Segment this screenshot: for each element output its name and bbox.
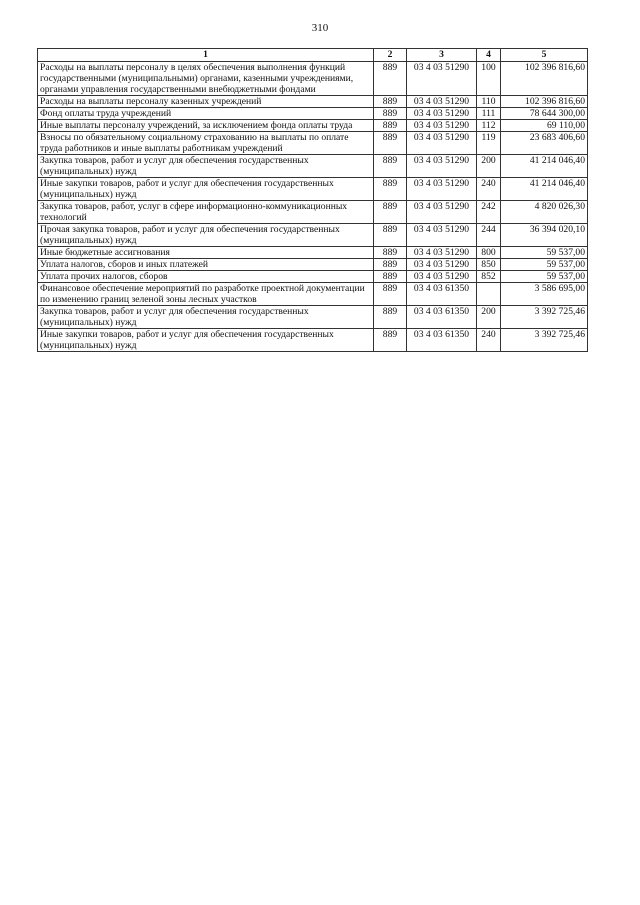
table-row (38, 247, 588, 259)
cell-expense-type: 240 (477, 178, 501, 201)
cell-expense-type: 240 (477, 329, 501, 352)
cell-amount: 41 214 046,40 (501, 155, 588, 178)
header-col-3: 3 (407, 49, 477, 62)
table-row (38, 259, 588, 271)
cell-expense-type: 119 (477, 132, 501, 155)
table-row (38, 283, 588, 306)
cell-name: Расходы на выплаты персоналу в целях обеспечения выполнения функций государственными (муниципальными) органами, казенными учреждениями, органами управления государственными внебюджетными фондами (38, 62, 374, 96)
cell-amount: 3 392 725,46 (501, 306, 588, 329)
cell-ministry-code: 889 (374, 259, 407, 271)
cell-expense-type: 850 (477, 259, 501, 271)
table-row (38, 120, 588, 132)
header-col-4: 4 (477, 49, 501, 62)
table-row (38, 178, 588, 201)
cell-amount: 78 644 300,00 (501, 108, 588, 120)
cell-ministry-code: 889 (374, 96, 407, 108)
cell-target-article: 03 4 03 51290 (407, 132, 477, 155)
cell-ministry-code: 889 (374, 178, 407, 201)
cell-name: Фонд оплаты труда учреждений (38, 108, 374, 120)
table-row (38, 108, 588, 120)
header-col-2: 2 (374, 49, 407, 62)
cell-expense-type (477, 283, 501, 306)
table-row (38, 96, 588, 108)
cell-ministry-code: 889 (374, 283, 407, 306)
header-row (38, 49, 588, 62)
table-row (38, 132, 588, 155)
table-row (38, 224, 588, 247)
cell-ministry-code: 889 (374, 201, 407, 224)
cell-target-article: 03 4 03 51290 (407, 224, 477, 247)
cell-name: Прочая закупка товаров, работ и услуг для обеспечения государственных (муниципальных) нужд (38, 224, 374, 247)
cell-target-article: 03 4 03 51290 (407, 96, 477, 108)
cell-expense-type: 200 (477, 306, 501, 329)
cell-expense-type: 110 (477, 96, 501, 108)
cell-name: Уплата налогов, сборов и иных платежей (38, 259, 374, 271)
header-col-5: 5 (501, 49, 588, 62)
cell-name: Закупка товаров, работ, услуг в сфере информационно-коммуникационных технологий (38, 201, 374, 224)
cell-name: Финансовое обеспечение мероприятий по разработке проектной документации по изменению границ зеленой зоны лесных участков (38, 283, 374, 306)
table-row (38, 329, 588, 352)
table-row (38, 306, 588, 329)
cell-expense-type: 852 (477, 271, 501, 283)
cell-name: Иные закупки товаров, работ и услуг для обеспечения государственных (муниципальных) нужд (38, 329, 374, 352)
cell-amount: 102 396 816,60 (501, 96, 588, 108)
cell-ministry-code: 889 (374, 329, 407, 352)
cell-target-article: 03 4 03 51290 (407, 120, 477, 132)
table-header (38, 49, 588, 62)
cell-ministry-code: 889 (374, 62, 407, 96)
cell-name: Расходы на выплаты персоналу казенных учреждений (38, 96, 374, 108)
cell-target-article: 03 4 03 61350 (407, 329, 477, 352)
cell-name: Взносы по обязательному социальному страхованию на выплаты по оплате труда работников и иные выплаты работникам учреждений (38, 132, 374, 155)
header-col-1: 1 (38, 49, 374, 62)
cell-expense-type: 111 (477, 108, 501, 120)
cell-amount: 23 683 406,60 (501, 132, 588, 155)
cell-target-article: 03 4 03 51290 (407, 201, 477, 224)
cell-ministry-code: 889 (374, 120, 407, 132)
cell-target-article: 03 4 03 51290 (407, 108, 477, 120)
cell-amount: 59 537,00 (501, 259, 588, 271)
cell-amount: 36 394 020,10 (501, 224, 588, 247)
cell-ministry-code: 889 (374, 132, 407, 155)
cell-amount: 3 392 725,46 (501, 329, 588, 352)
cell-ministry-code: 889 (374, 247, 407, 259)
cell-target-article: 03 4 03 51290 (407, 271, 477, 283)
cell-name: Иные закупки товаров, работ и услуг для обеспечения государственных (муниципальных) нужд (38, 178, 374, 201)
cell-name: Иные выплаты персоналу учреждений, за исключением фонда оплаты труда (38, 120, 374, 132)
table-body (38, 62, 588, 352)
table-row (38, 155, 588, 178)
cell-ministry-code: 889 (374, 271, 407, 283)
cell-expense-type: 242 (477, 201, 501, 224)
cell-amount: 3 586 695,00 (501, 283, 588, 306)
cell-ministry-code: 889 (374, 155, 407, 178)
cell-expense-type: 244 (477, 224, 501, 247)
cell-amount: 4 820 026,30 (501, 201, 588, 224)
table-row (38, 271, 588, 283)
cell-amount: 59 537,00 (501, 247, 588, 259)
cell-expense-type: 800 (477, 247, 501, 259)
cell-name: Закупка товаров, работ и услуг для обеспечения государственных (муниципальных) нужд (38, 306, 374, 329)
cell-ministry-code: 889 (374, 108, 407, 120)
budget-table (37, 48, 588, 352)
cell-expense-type: 200 (477, 155, 501, 178)
cell-amount: 59 537,00 (501, 271, 588, 283)
cell-name: Закупка товаров, работ и услуг для обеспечения государственных (муниципальных) нужд (38, 155, 374, 178)
cell-ministry-code: 889 (374, 224, 407, 247)
cell-target-article: 03 4 03 51290 (407, 155, 477, 178)
cell-expense-type: 100 (477, 62, 501, 96)
cell-target-article: 03 4 03 51290 (407, 178, 477, 201)
cell-amount: 102 396 816,60 (501, 62, 588, 96)
cell-ministry-code: 889 (374, 306, 407, 329)
cell-target-article: 03 4 03 51290 (407, 62, 477, 96)
cell-target-article: 03 4 03 51290 (407, 259, 477, 271)
cell-name: Иные бюджетные ассигнования (38, 247, 374, 259)
cell-target-article: 03 4 03 61350 (407, 306, 477, 329)
cell-expense-type: 112 (477, 120, 501, 132)
cell-name: Уплата прочих налогов, сборов (38, 271, 374, 283)
cell-amount: 41 214 046,40 (501, 178, 588, 201)
table-row (38, 201, 588, 224)
cell-amount: 69 110,00 (501, 120, 588, 132)
cell-target-article: 03 4 03 51290 (407, 247, 477, 259)
cell-target-article: 03 4 03 61350 (407, 283, 477, 306)
table-row (38, 62, 588, 96)
page-number: 310 (311, 22, 329, 34)
